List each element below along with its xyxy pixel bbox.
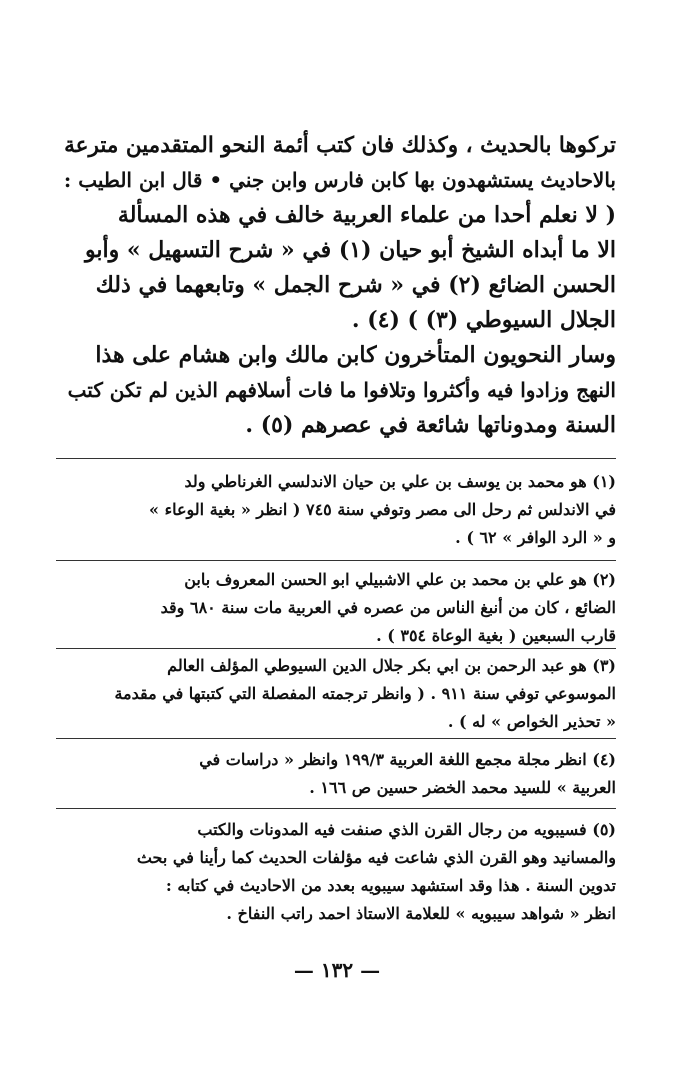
footnote-line: في الاندلس ثم رحل الى مصر وتوفي سنة ٧٤٥ ( انظر « بغية الوعاء » xyxy=(149,500,616,519)
main-paragraph xyxy=(56,338,616,443)
footnote-1 xyxy=(56,468,616,552)
page-number: — ١٣٢ — xyxy=(293,958,381,982)
text-line: تركوها بالحديث ، وكذلك فان كتب أئمة النحو المتقدمين مترعة xyxy=(64,133,616,158)
footnote-line: الموسوعي توفي سنة ٩١١ . ( وانظر ترجمته المفصلة التي كتبتها في مقدمة xyxy=(114,684,616,703)
footnote-line: (٥) فسيبويه من رجال القرن الذي صنفت فيه المدونات والكتب xyxy=(197,820,616,839)
footnote-divider xyxy=(56,458,616,459)
footnote-line: (٢) هو علي بن محمد بن علي الاشبيلي ابو الحسن المعروف بابن xyxy=(184,570,616,589)
text-line: الحسن الضائع (٢) في « شرح الجمل » وتابعهما في ذلك xyxy=(95,272,616,298)
text-line: الا ما أبداه الشيخ أبو حيان (١) في « شرح التسهيل » وأبو xyxy=(85,237,616,263)
footnote-2 xyxy=(56,566,616,650)
footnote-line: (٣) هو عبد الرحمن بن ابي بكر جلال الدين السيوطي المؤلف العالم xyxy=(167,656,616,675)
main-paragraph xyxy=(56,128,616,338)
footnote-5 xyxy=(56,816,616,928)
footnote-line: الضائع ، كان من أنبغ الناس من عصره في العربية مات سنة ٦٨٠ وقد xyxy=(160,598,616,617)
text-line: السنة ومدوناتها شائعة في عصرهم (٥) . xyxy=(245,412,616,438)
footnote-divider xyxy=(56,808,616,809)
footnote-line: و « الرد الوافر » ٦٢ ) . xyxy=(455,528,616,547)
text-line: النهج وزادوا فيه وأكثروا وتلافوا ما فات أسلافهم الذين لم تكن كتب xyxy=(67,378,616,402)
footnote-line: تدوين السنة . هذا وقد استشهد سيبويه بعدد من الاحاديث في كتابه : xyxy=(165,876,616,895)
footnote-line: العربية » للسيد محمد الخضر حسين ص ١٦٦ . xyxy=(309,778,616,797)
footnote-line: انظر « شواهد سيبويه » للعلامة الاستاذ احمد راتب النفاخ . xyxy=(226,904,616,923)
footnote-line: والمسانيد وهو القرن الذي شاعت فيه مؤلفات الحديث كما رأينا في بحث xyxy=(136,848,616,867)
footnote-line: (٤) انظر مجلة مجمع اللغة العربية ١٩٩/٣ وانظر « دراسات في xyxy=(199,750,616,769)
text-line: ( لا نعلم أحدا من علماء العربية خالف في هذه المسألة xyxy=(117,202,616,228)
footnote-3 xyxy=(56,652,616,736)
text-line: بالاحاديث يستشهدون بها كابن فارس وابن جني • قال ابن الطيب : xyxy=(63,168,616,192)
footnote-4 xyxy=(56,746,616,802)
footnote-divider xyxy=(56,560,616,561)
footnote-line: « تحذير الخواص » له ) . xyxy=(447,712,616,731)
footnote-divider xyxy=(56,738,616,739)
text-line: الجلال السيوطي (٣) ) (٤) . xyxy=(351,307,616,333)
footnote-line: قارب السبعين ( بغية الوعاة ٣٥٤ ) . xyxy=(376,626,616,645)
text-line: وسار النحويون المتأخرون كابن مالك وابن هشام على هذا xyxy=(95,342,616,368)
footnote-line: (١) هو محمد بن يوسف بن علي بن حيان الاندلسي الغرناطي ولد xyxy=(184,472,616,491)
